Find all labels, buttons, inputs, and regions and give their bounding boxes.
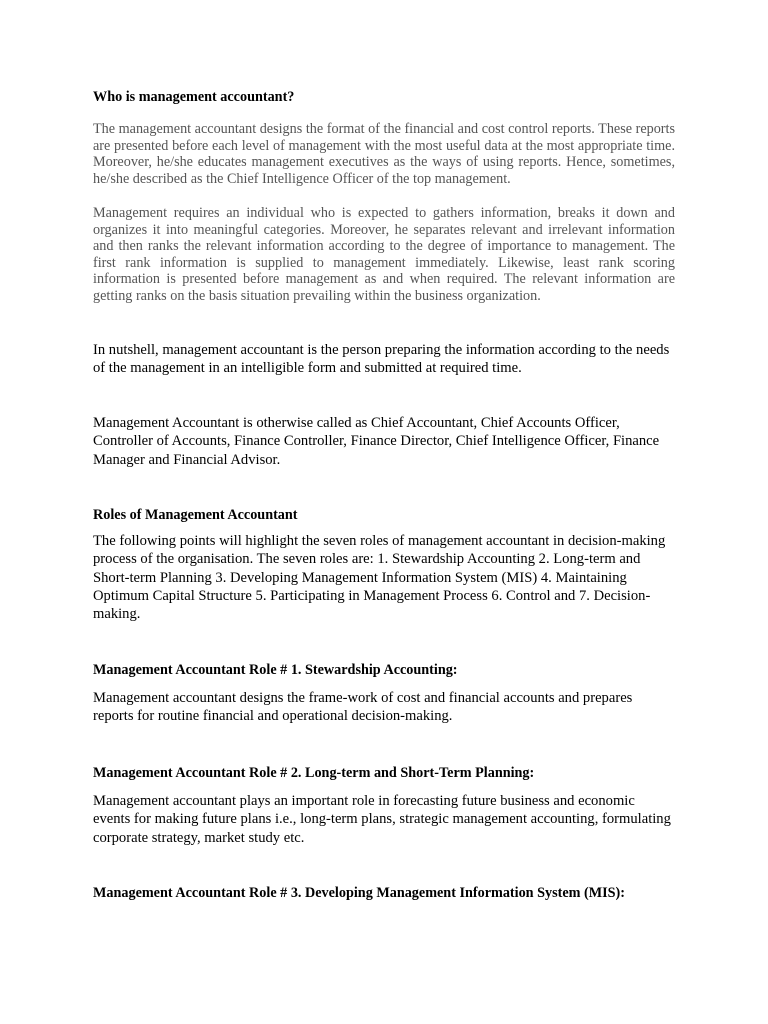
paragraph-nutshell: In nutshell, management accountant is the person preparing the information according to the needs of the management in an intelligible form and submitted at required time. — [93, 342, 670, 377]
heading-roles: Roles of Management Accountant — [93, 507, 298, 523]
heading-role-2: Management Accountant Role # 2. Long-term and Short-Term Planning: — [93, 765, 535, 781]
paragraph-roles-intro: The following points will highlight the seven roles of management accountant in decision-making process of the organisation. The seven roles are: 1. Stewardship Accounting 2. Long-term and Short-term Planning 3. Developing Management Information System (MIS) 4. Maintaining Optimum Capital Structure 5. Participating in Management Process 6. Control and 7. Decision-making. — [93, 533, 666, 623]
paragraph-otherwise-called: Management Accountant is otherwise called as Chief Accountant, Chief Accounts Officer, Controller of Accounts, Finance Controller, Finance Director, Chief Intelligence Officer, Finance Manager and Financial Advisor. — [93, 415, 660, 468]
heading-who-is-management-accountant: Who is management accountant? — [93, 89, 295, 105]
paragraph-role-1: Management accountant designs the frame-work of cost and financial accounts and prepares reports for routine financial and operational decision-making. — [93, 690, 633, 725]
heading-role-1: Management Accountant Role # 1. Stewardship Accounting: — [93, 662, 458, 678]
paragraph-role-2: Management accountant plays an important role in forecasting future business and economic events for making future plans i.e., long-term plans, strategic management accounting, formulating corporate strategy, market study etc. — [93, 793, 671, 846]
heading-role-3: Management Accountant Role # 3. Developing Management Information System (MIS): — [93, 885, 625, 901]
paragraph-who-1: The management accountant designs the format of the financial and cost control reports. These reports are presented before each level of management with the most useful data at the most appropriate time. Moreover, he/she educates management executives as the ways of using reports. Hence, sometimes, he/she described as the Chief Intelligence Officer of the top management. — [93, 121, 675, 187]
paragraph-who-2: Management requires an individual who is expected to gathers information, breaks it down and organizes it into meaningful categories. Moreover, he separates relevant and irrelevant information and then ranks the relevant information according to the degree of importance to management. The first rank information is supplied to management immediately. Likewise, least rank scoring information is presented before management as and when required. The relevant information are getting ranks on the basis situation prevailing within the business organization. — [93, 205, 675, 304]
